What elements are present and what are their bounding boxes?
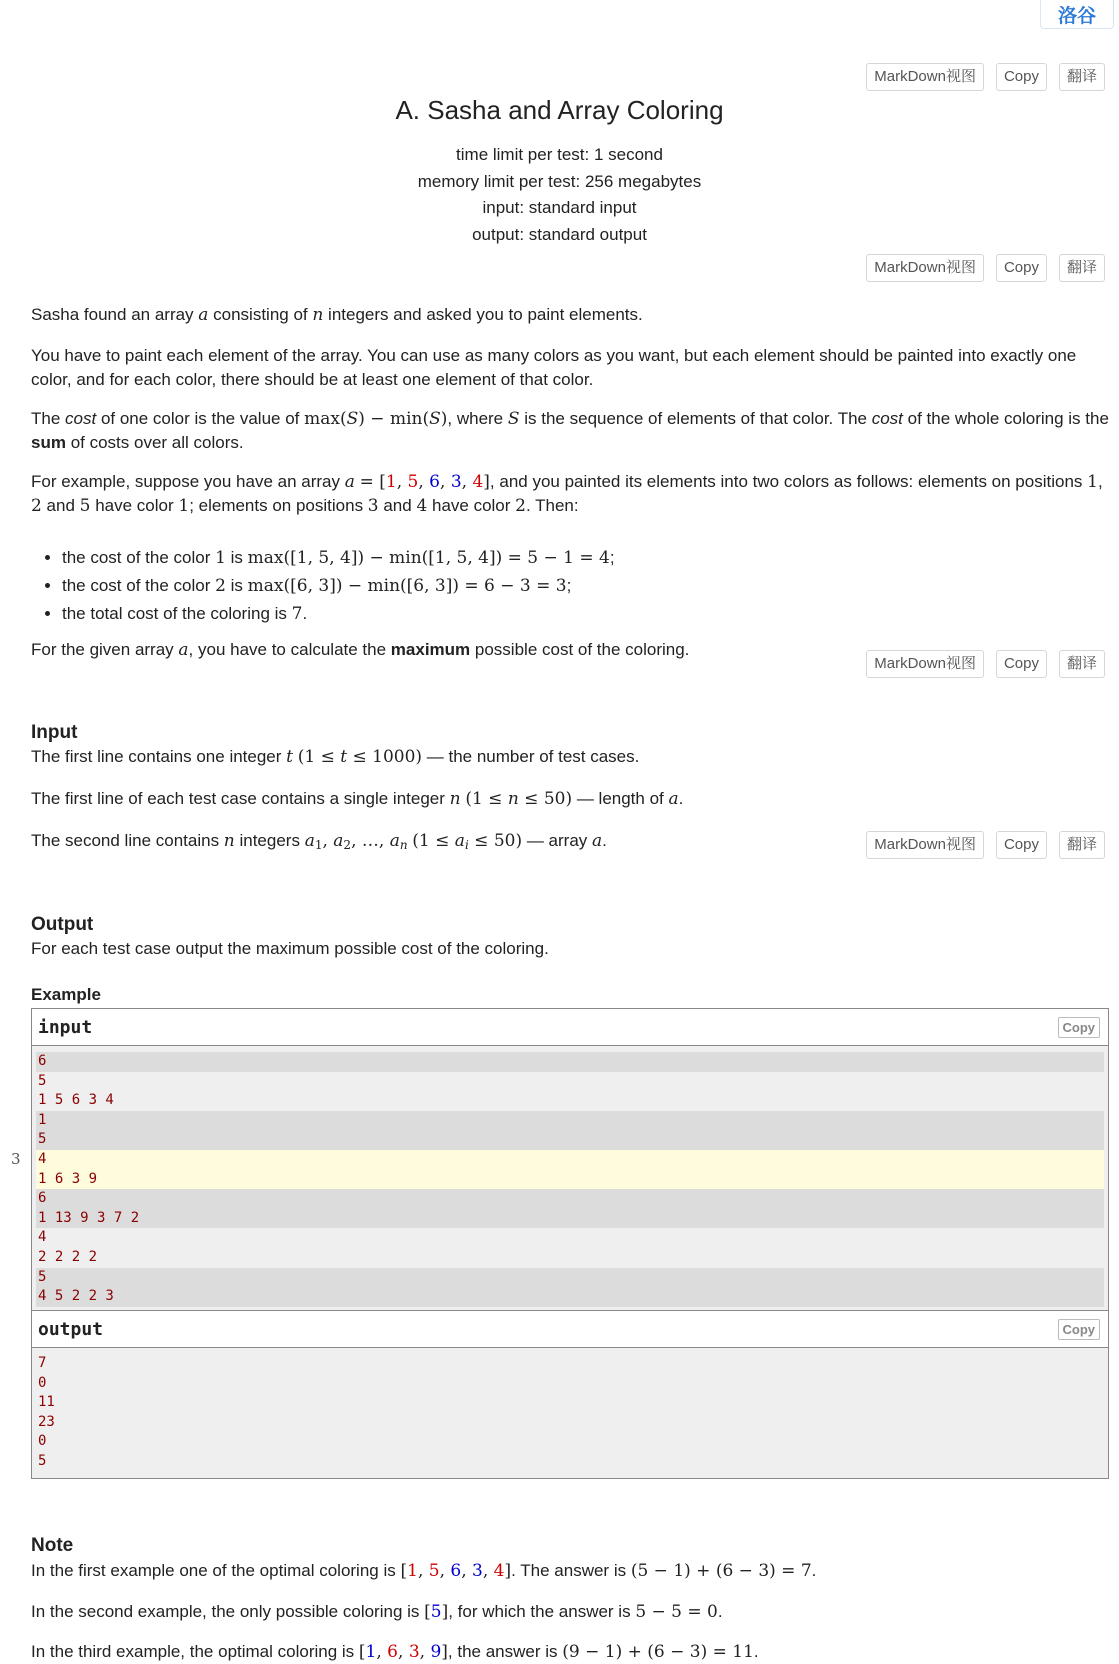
note-line-3: In the third example, the optimal coloring is [1, 6, 3, 9], the answer is (9 − 1) + (6 − 3) = 11. (31, 1642, 759, 1662)
time-limit: time limit per test: 1 second (456, 145, 663, 164)
code-line: 1 13 9 3 7 2 (36, 1209, 1104, 1229)
line-marker: 3 (11, 1150, 21, 1168)
example-cost-list (31, 544, 615, 628)
copy-input-button[interactable]: Copy (1058, 1017, 1101, 1038)
input-spec: input: standard input (482, 198, 637, 217)
output-description: For each test case output the maximum possible cost of the coloring. (31, 939, 549, 958)
input-line-3: The second line contains n integers $a_1$, $a_2$, …, $a_n$ $(1 \le a_i \le 50)$ — array a. (31, 831, 607, 852)
list-item: • the cost of the color 1 is max([1, 5, 4]) − min([1, 5, 4]) = 5 − 1 = 4; (62, 544, 615, 572)
input-line-2: The first line of each test case contains a single integer n (1 ≤ n ≤ 50) — length of a. (31, 789, 684, 809)
translate-button[interactable]: 翻译 (1059, 650, 1105, 678)
statement-paragraph-5: For the given array a, you have to calculate the maximum possible cost of the coloring. (31, 640, 690, 660)
code-line: 7 (36, 1354, 1104, 1374)
list-item: • the cost of the color 2 is max([6, 3]) − min([6, 3]) = 6 − 3 = 3; (62, 572, 615, 600)
markdown-view-button[interactable]: MarkDown视图 (866, 63, 984, 91)
output-spec: output: standard output (472, 224, 647, 244)
code-line: 0 (36, 1432, 1104, 1452)
code-line: 4 (36, 1228, 1104, 1248)
markdown-view-button[interactable]: MarkDown视图 (866, 831, 984, 859)
list-item: • the total cost of the coloring is 7. (62, 600, 615, 628)
code-line: 2 2 2 2 (36, 1248, 1104, 1268)
code-line: 4 (36, 1150, 1104, 1170)
copy-button[interactable]: Copy (996, 831, 1047, 859)
code-line: 6 (36, 1189, 1104, 1209)
code-line: 6 (36, 1052, 1104, 1072)
code-line: 5 (36, 1130, 1104, 1150)
sample-output-box (31, 1310, 1109, 1479)
example-title: Example (31, 985, 101, 1004)
sample-input-label: input (38, 1016, 93, 1038)
input-line-1: The first line contains one integer t (1 ≤ t ≤ 1000) — the number of test cases. (31, 747, 640, 767)
copy-output-button[interactable]: Copy (1058, 1319, 1101, 1340)
statement-paragraph-4: For example, suppose you have an array a = [1, 5, 6, 3, 4], and you painted its elements into two colors as follows: elements on positions 1, 2 and 5 have color 1; elements on positions 3 and 4 have color 2. Then: (31, 472, 1103, 516)
luogu-logo[interactable] (1040, 0, 1114, 29)
code-line: 5 (36, 1268, 1104, 1288)
code-line: 23 (36, 1413, 1104, 1433)
code-line: 4 5 2 2 3 (36, 1287, 1104, 1307)
translate-button[interactable]: 翻译 (1059, 63, 1105, 91)
toolbar-statement (866, 254, 1105, 282)
problem-title: A. Sasha and Array Coloring (395, 95, 724, 125)
sample-output-label: output (38, 1318, 104, 1340)
statement-paragraph-2: You have to paint each element of the array. You can use as many colors as you want, but each element should be painted into exactly one color, and for each color, there should be at least one element of that color. (31, 346, 1077, 389)
markdown-view-button[interactable]: MarkDown视图 (866, 650, 984, 678)
output-heading: Output (31, 914, 94, 935)
code-line: 5 (36, 1452, 1104, 1472)
code-line: 0 (36, 1374, 1104, 1394)
code-line: 1 5 6 3 4 (36, 1091, 1104, 1111)
sample-input-header (32, 1009, 1108, 1046)
copy-button[interactable]: Copy (996, 650, 1047, 678)
statement-paragraph-3: The cost of one color is the value of max(S) − min(S), where S is the sequence of elements of that color. The cost of the whole coloring is the sum of costs over all colors. (31, 409, 1109, 452)
sample-output-header (32, 1311, 1108, 1348)
note-line-2: In the second example, the only possible coloring is [5], for which the answer is 5 − 5 = 0. (31, 1602, 723, 1622)
translate-button[interactable]: 翻译 (1059, 254, 1105, 282)
note-line-1: In the first example one of the optimal coloring is [1, 5, 6, 3, 4]. The answer is (5 − 1) + (6 − 3) = 7. (31, 1561, 817, 1581)
statement-paragraph-1: Sasha found an array a consisting of n integers and asked you to paint elements. (31, 305, 643, 325)
problem-limits (0, 142, 1119, 248)
memory-limit: memory limit per test: 256 megabytes (417, 171, 702, 191)
markdown-view-button[interactable]: MarkDown视图 (866, 254, 984, 282)
copy-button[interactable]: Copy (996, 63, 1047, 91)
input-heading: Input (31, 722, 78, 743)
code-line: 5 (36, 1072, 1104, 1092)
code-line: 11 (36, 1393, 1104, 1413)
code-line: 1 (36, 1111, 1104, 1131)
logo-text: 洛谷 (1057, 5, 1096, 27)
toolbar-header (866, 63, 1105, 91)
translate-button[interactable]: 翻译 (1059, 831, 1105, 859)
code-line: 1 6 3 9 (36, 1170, 1104, 1190)
note-heading: Note (31, 1535, 74, 1556)
copy-button[interactable]: Copy (996, 254, 1047, 282)
sample-output-code[interactable] (32, 1348, 1108, 1478)
sample-input-code[interactable] (32, 1046, 1108, 1313)
sample-input-box (31, 1008, 1109, 1314)
